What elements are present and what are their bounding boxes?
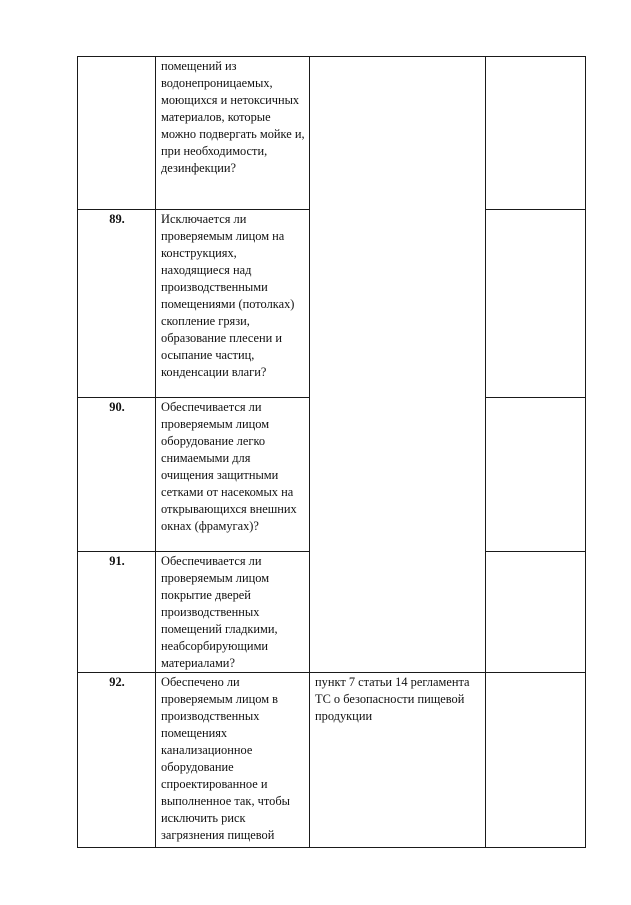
row-number: 91. — [78, 552, 156, 673]
row-number: 90. — [78, 398, 156, 552]
table-row — [78, 673, 586, 848]
requirement-question: помещений из водонепроницаемых, моющихся и нетоксичных материалов, которые можно подвергать мойке и, при необходимости, дезинфекции? — [156, 57, 310, 210]
requirement-question: Исключается ли проверяемым лицом на конструкциях, находящиеся над производственными помещениями (потолках) скопление грязи, образование плесени и осыпание частиц, конденсации влаги? — [156, 210, 310, 398]
row-number: 89. — [78, 210, 156, 398]
legal-reference — [310, 57, 486, 673]
answer-cell — [486, 398, 586, 552]
row-number — [78, 57, 156, 210]
answer-cell — [486, 673, 586, 848]
answer-cell — [486, 210, 586, 398]
answer-cell — [486, 552, 586, 673]
answer-cell — [486, 57, 586, 210]
row-number: 92. — [78, 673, 156, 848]
legal-reference: пункт 7 статьи 14 регламента ТС о безопасности пищевой продукции — [310, 673, 486, 848]
table-row — [78, 57, 586, 210]
requirement-question: Обеспечено ли проверяемым лицом в производственных помещениях канализационное оборудование спроектированное и выполненное так, чтобы исключить риск загрязнения пищевой — [156, 673, 310, 848]
checklist-table — [77, 56, 586, 848]
requirement-question: Обеспечивается ли проверяемым лицом оборудование легко снимаемыми для очищения защитными сетками от насекомых на открывающихся внешних окнах (фрамугах)? — [156, 398, 310, 552]
requirement-question: Обеспечивается ли проверяемым лицом покрытие дверей производственных помещений гладкими, неабсорбирующими материалами? — [156, 552, 310, 673]
